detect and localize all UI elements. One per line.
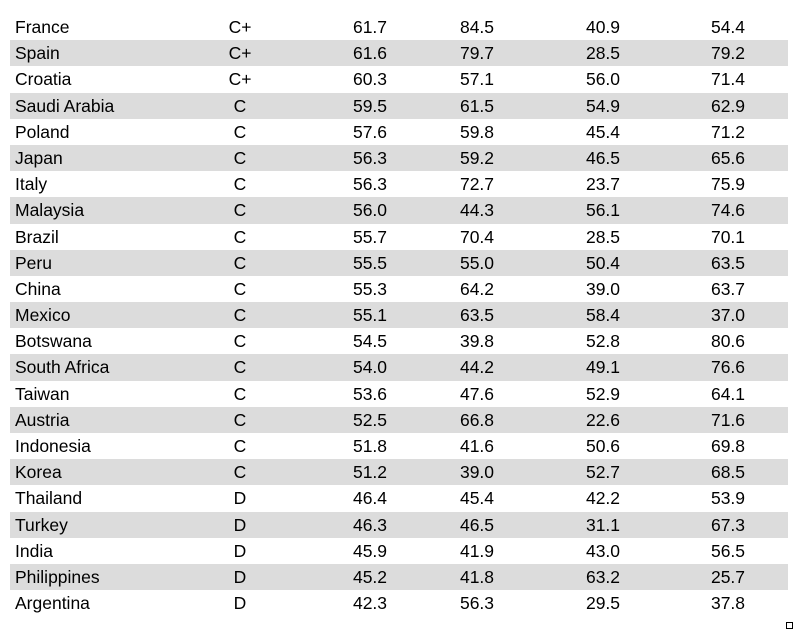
country-cell: Japan (15, 147, 63, 168)
value-cell-4: 25.7 (710, 566, 746, 587)
table-row (10, 40, 788, 66)
table-row (10, 538, 788, 564)
value-cell-3: 45.4 (585, 121, 621, 142)
value-cell-2: 66.8 (459, 409, 495, 430)
value-cell-3: 52.7 (585, 462, 621, 483)
table-row (10, 328, 788, 354)
value-cell-2: 41.6 (459, 436, 495, 456)
value-cell-3: 28.5 (585, 43, 621, 64)
country-cell: Brazil (15, 226, 59, 247)
value-cell-4: 56.5 (710, 540, 746, 561)
value-cell-4: 53.9 (710, 488, 746, 509)
table-row (10, 407, 788, 433)
value-cell-4: 75.9 (710, 174, 746, 195)
value-cell-3: 49.1 (585, 357, 621, 378)
value-cell-3: 50.6 (585, 436, 621, 456)
grade-cell: C (233, 383, 247, 404)
value-cell-1: 45.9 (352, 540, 388, 561)
country-cell: Turkey (15, 514, 68, 535)
table-row (10, 433, 788, 459)
value-cell-2: 64.2 (459, 278, 495, 299)
country-cell: South Africa (15, 357, 110, 378)
country-cell: Peru (15, 252, 52, 273)
grade-cell: C (233, 174, 247, 195)
table-row (10, 119, 788, 145)
grade-cell: C (233, 147, 247, 168)
value-cell-4: 54.4 (710, 17, 746, 37)
value-cell-3: 42.2 (585, 488, 621, 509)
table-row (10, 354, 788, 380)
value-cell-4: 71.6 (710, 409, 746, 430)
table-row (10, 224, 788, 250)
value-cell-3: 52.9 (585, 383, 621, 404)
value-cell-2: 59.8 (459, 121, 495, 142)
value-cell-4: 74.6 (710, 200, 746, 221)
table-row (10, 512, 788, 538)
grade-cell: C (233, 462, 247, 483)
country-cell: Mexico (15, 305, 71, 326)
value-cell-2: 56.3 (459, 593, 495, 614)
value-cell-2: 41.9 (459, 540, 495, 561)
value-cell-3: 31.1 (585, 514, 621, 535)
value-cell-1: 55.7 (352, 226, 388, 247)
table-row (10, 197, 788, 223)
value-cell-1: 61.7 (352, 17, 388, 37)
value-cell-4: 63.7 (710, 278, 746, 299)
country-cell: India (15, 540, 53, 561)
grade-cell: C (233, 331, 247, 352)
value-cell-2: 39.8 (459, 331, 495, 352)
grade-cell: D (233, 593, 247, 614)
value-cell-1: 51.2 (352, 462, 388, 483)
country-cell: Thailand (15, 488, 83, 509)
value-cell-4: 68.5 (710, 462, 746, 483)
value-cell-1: 56.3 (352, 174, 388, 195)
table-row (10, 564, 788, 590)
value-cell-4: 65.6 (710, 147, 746, 168)
value-cell-3: 43.0 (585, 540, 621, 561)
grade-cell: C (233, 95, 247, 116)
value-cell-4: 64.1 (710, 383, 746, 404)
value-cell-2: 44.3 (459, 200, 495, 221)
table-row (10, 276, 788, 302)
table-row (10, 93, 788, 119)
value-cell-3: 46.5 (585, 147, 621, 168)
table-row (10, 381, 788, 407)
value-cell-3: 23.7 (585, 174, 621, 195)
country-cell: Indonesia (15, 436, 91, 456)
grade-cell: D (233, 566, 247, 587)
grade-cell: C (233, 252, 247, 273)
value-cell-3: 40.9 (585, 17, 621, 37)
value-cell-1: 42.3 (352, 593, 388, 614)
country-cell: Croatia (15, 69, 72, 90)
value-cell-4: 71.2 (710, 121, 746, 142)
grade-cell: D (233, 488, 247, 509)
value-cell-2: 45.4 (459, 488, 495, 509)
value-cell-3: 58.4 (585, 305, 621, 326)
table-row (10, 14, 788, 40)
value-cell-1: 56.3 (352, 147, 388, 168)
table-row (10, 590, 788, 616)
value-cell-1: 46.4 (352, 488, 388, 509)
value-cell-1: 46.3 (352, 514, 388, 535)
value-cell-2: 39.0 (459, 462, 495, 483)
value-cell-1: 59.5 (352, 95, 388, 116)
value-cell-1: 61.6 (352, 43, 388, 64)
value-cell-3: 50.4 (585, 252, 621, 273)
value-cell-4: 67.3 (710, 514, 746, 535)
value-cell-1: 54.5 (352, 331, 388, 352)
country-cell: Botswana (15, 331, 92, 352)
value-cell-3: 63.2 (585, 566, 621, 587)
grade-cell: C (233, 200, 247, 221)
value-cell-4: 80.6 (710, 331, 746, 352)
grade-cell: C (233, 409, 247, 430)
value-cell-2: 46.5 (459, 514, 495, 535)
value-cell-2: 79.7 (459, 43, 495, 64)
value-cell-2: 47.6 (459, 383, 495, 404)
table-row (10, 250, 788, 276)
grade-cell: C (233, 278, 247, 299)
table-row (10, 485, 788, 511)
value-cell-3: 39.0 (585, 278, 621, 299)
value-cell-1: 54.0 (352, 357, 388, 378)
country-cell: Italy (15, 174, 48, 195)
value-cell-3: 56.0 (585, 69, 621, 90)
data-table (10, 14, 788, 616)
country-cell: Saudi Arabia (15, 95, 115, 116)
grade-cell: D (233, 514, 247, 535)
value-cell-4: 37.8 (710, 593, 746, 614)
value-cell-1: 56.0 (352, 200, 388, 221)
value-cell-2: 44.2 (459, 357, 495, 378)
value-cell-1: 53.6 (352, 383, 388, 404)
table-row (10, 302, 788, 328)
country-cell: Malaysia (15, 200, 85, 221)
grade-cell: C+ (228, 69, 252, 90)
value-cell-2: 57.1 (459, 69, 495, 90)
value-cell-3: 29.5 (585, 593, 621, 614)
grade-cell: C (233, 436, 247, 456)
grade-cell: C (233, 226, 247, 247)
country-cell: France (15, 17, 70, 37)
value-cell-3: 22.6 (585, 409, 621, 430)
country-cell: Spain (15, 43, 60, 64)
grade-cell: D (233, 540, 247, 561)
country-cell: Philippines (15, 566, 100, 587)
table-row (10, 171, 788, 197)
country-cell: Taiwan (15, 383, 70, 404)
country-cell: China (15, 278, 61, 299)
value-cell-1: 55.3 (352, 278, 388, 299)
value-cell-3: 28.5 (585, 226, 621, 247)
value-cell-1: 52.5 (352, 409, 388, 430)
value-cell-2: 61.5 (459, 95, 495, 116)
value-cell-4: 76.6 (710, 357, 746, 378)
value-cell-4: 69.8 (710, 436, 746, 456)
grade-cell: C+ (228, 43, 252, 64)
value-cell-3: 56.1 (585, 200, 621, 221)
value-cell-4: 70.1 (710, 226, 746, 247)
value-cell-4: 62.9 (710, 95, 746, 116)
table-row (10, 459, 788, 485)
value-cell-1: 55.5 (352, 252, 388, 273)
grade-cell: C (233, 357, 247, 378)
value-cell-4: 79.2 (710, 43, 746, 64)
table-row (10, 66, 788, 92)
grade-cell: C (233, 305, 247, 326)
value-cell-2: 41.8 (459, 566, 495, 587)
value-cell-2: 72.7 (459, 174, 495, 195)
value-cell-3: 54.9 (585, 95, 621, 116)
value-cell-4: 37.0 (710, 305, 746, 326)
value-cell-2: 59.2 (459, 147, 495, 168)
value-cell-2: 70.4 (459, 226, 495, 247)
value-cell-1: 60.3 (352, 69, 388, 90)
value-cell-2: 55.0 (459, 252, 495, 273)
value-cell-4: 63.5 (710, 252, 746, 273)
country-cell: Argentina (15, 593, 90, 614)
value-cell-1: 55.1 (352, 305, 388, 326)
value-cell-4: 71.4 (710, 69, 746, 90)
table-row (10, 145, 788, 171)
value-cell-1: 51.8 (352, 436, 388, 456)
country-cell: Austria (15, 409, 70, 430)
value-cell-2: 63.5 (459, 305, 495, 326)
value-cell-1: 45.2 (352, 566, 388, 587)
value-cell-3: 52.8 (585, 331, 621, 352)
country-cell: Poland (15, 121, 70, 142)
value-cell-1: 57.6 (352, 121, 388, 142)
grade-cell: C (233, 121, 247, 142)
resize-handle-icon[interactable] (786, 622, 793, 629)
value-cell-2: 84.5 (459, 17, 495, 37)
grade-cell: C+ (228, 17, 252, 37)
country-cell: Korea (15, 462, 62, 483)
